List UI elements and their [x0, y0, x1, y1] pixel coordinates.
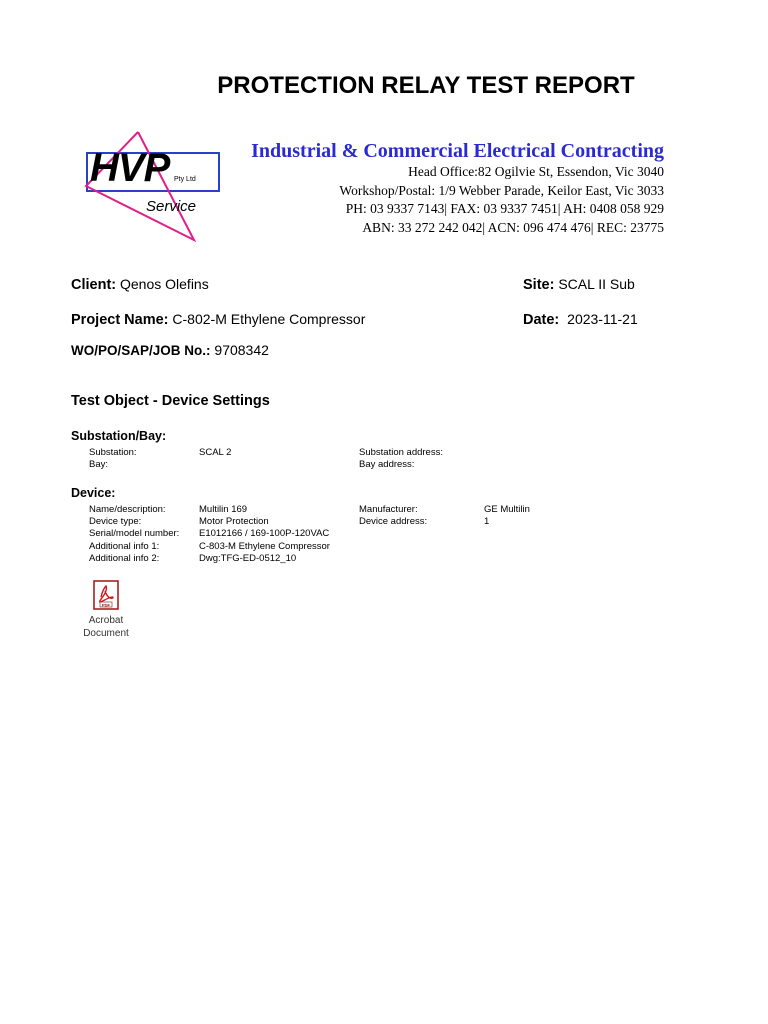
- logo-text: HVP: [90, 146, 170, 190]
- company-head-office: Head Office:82 Ogilvie St, Essendon, Vic 3040: [408, 164, 664, 179]
- substation-bay-title: Substation/Bay:: [71, 429, 167, 443]
- device-values: [199, 504, 330, 565]
- report-title: PROTECTION RELAY TEST REPORT: [217, 72, 635, 99]
- logo-pty: Pty Ltd: [174, 176, 196, 183]
- device-info1-value: C-803-M Ethylene Compressor: [199, 540, 330, 552]
- date-field: [523, 311, 638, 328]
- company-phone: PH: 03 9337 7143| FAX: 03 9337 7451| AH: 0408 058 929: [345, 201, 664, 216]
- site-value: SCAL II Sub: [558, 276, 635, 292]
- device-name-value: Multilin 169: [199, 504, 248, 515]
- bay-label: Bay:: [89, 459, 109, 471]
- device-labels: [89, 504, 179, 565]
- manufacturer-value: GE Multilin: [484, 504, 530, 515]
- logo-service: Service: [146, 198, 197, 215]
- company-abn: ABN: 33 272 242 042| ACN: 096 474 476| REC: 23775: [362, 219, 664, 235]
- attachment-label-line2: Document: [83, 628, 129, 639]
- device-type-label: Device type:: [89, 516, 142, 528]
- device-address-label: Device address:: [359, 516, 428, 528]
- company-name: Industrial & Commercial Electrical Contracting: [251, 140, 664, 162]
- date-label: Date:: [523, 312, 560, 328]
- test-object-title: Test Object - Device Settings: [71, 393, 270, 409]
- project-field: [71, 311, 365, 328]
- device-info2-value: Dwg:TFG-ED-0512_10: [199, 552, 297, 564]
- wo-field: [71, 342, 269, 358]
- pdf-icon: [93, 580, 119, 610]
- acrobat-attachment[interactable]: [76, 580, 136, 640]
- manufacturer-label: Manufacturer:: [359, 504, 418, 515]
- substation-labels: [89, 447, 137, 471]
- pdf-icon-text: PDF: [102, 602, 110, 608]
- client-label: Client:: [71, 277, 117, 293]
- substation-address-labels: [359, 447, 443, 471]
- company-logo: [82, 126, 232, 244]
- substation-value: SCAL 2: [199, 447, 232, 458]
- wo-label: WO/PO/SAP/JOB No.:: [71, 343, 211, 358]
- device-serial-value: E1012166 / 169-100P-120VAC: [199, 528, 330, 540]
- device-right-labels: [359, 504, 427, 528]
- site-label: Site:: [523, 277, 555, 293]
- device-address-value: 1: [484, 516, 490, 528]
- device-name-label: Name/description:: [89, 504, 166, 515]
- project-label: Project Name:: [71, 312, 169, 328]
- device-serial-label: Serial/model number:: [89, 528, 180, 540]
- bay-address-label: Bay address:: [359, 459, 415, 471]
- company-block: [251, 139, 664, 237]
- site-field: [523, 276, 635, 293]
- project-value: C-802-M Ethylene Compressor: [172, 311, 366, 327]
- device-right-values: [484, 504, 530, 528]
- device-info1-label: Additional info 1:: [89, 540, 160, 552]
- attachment-label-line1: Acrobat: [88, 615, 124, 626]
- device-type-value: Motor Protection: [199, 516, 269, 528]
- date-value: 2023-11-21: [567, 311, 638, 327]
- attachment-label: [76, 614, 136, 640]
- wo-value: 9708342: [214, 342, 269, 358]
- substation-label: Substation:: [89, 447, 137, 458]
- device-title: Device:: [71, 486, 116, 500]
- client-value: Qenos Olefins: [120, 276, 209, 292]
- substation-values: [199, 447, 231, 459]
- company-workshop: Workshop/Postal: 1/9 Webber Parade, Keilor East, Vic 3033: [339, 182, 664, 198]
- substation-address-label: Substation address:: [359, 447, 443, 458]
- device-info2-label: Additional info 2:: [89, 552, 160, 564]
- client-field: [71, 276, 209, 293]
